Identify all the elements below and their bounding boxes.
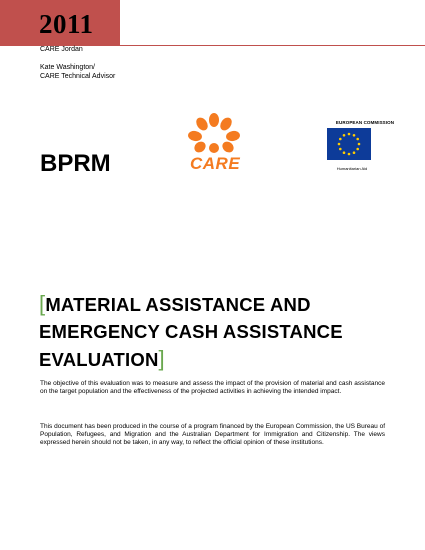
header-rule <box>120 45 425 46</box>
author-role: CARE Technical Advisor <box>40 73 116 80</box>
title-open-bracket: [ <box>39 291 46 316</box>
title-close-bracket: ] <box>158 346 165 371</box>
objective-paragraph: The objective of this evaluation was to measure and assess the impact of the provision of material and cash assistance on the target population and the effectiveness of the projected activities in achieving the intended impact. <box>40 380 385 396</box>
disclaimer-paragraph: This document has been produced in the course of a program financed by the European Commission, the US Bureau of Population, Refugees, and Migration and the Australian Department for Immigration and Citizenship. The views expressed herein should not be taken, in any way, to reflect the official opinion of these institutions. <box>40 423 385 447</box>
ec-logo-title: EUROPEAN COMMISSION <box>335 120 395 125</box>
author-name: Kate Washington/ <box>40 64 95 71</box>
year-label: 2011 <box>39 9 94 39</box>
eu-flag-icon <box>327 128 371 160</box>
client-name: BPRM <box>40 150 111 177</box>
title-text: MATERIAL ASSISTANCE AND EMERGENCY CASH ASSISTANCE EVALUATION <box>39 294 343 370</box>
care-logo-text: CARE <box>190 154 241 173</box>
document-title <box>39 290 399 373</box>
ec-logo-subtitle: Humanitarian Aid <box>336 166 368 171</box>
organization-name: CARE Jordan <box>40 46 83 53</box>
